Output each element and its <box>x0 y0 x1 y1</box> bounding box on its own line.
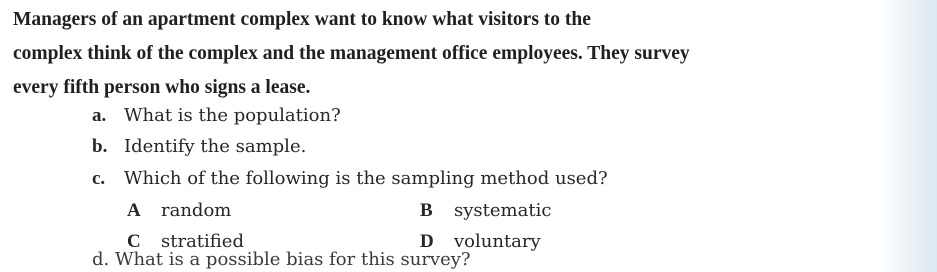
choice-letter: B <box>420 200 433 221</box>
question-part-a <box>92 104 341 128</box>
choice-letter: A <box>127 200 141 221</box>
question-part-c <box>92 167 608 191</box>
part-text: Which of the following is the sampling method used? <box>124 168 608 189</box>
part-letter: c. <box>92 168 106 189</box>
part-letter: b. <box>92 136 108 157</box>
part-text: What is the population? <box>124 105 341 126</box>
part-letter: a. <box>92 105 107 126</box>
choice-text: voluntary <box>454 231 541 252</box>
question-stem-line: every fifth person who signs a lease. <box>13 77 311 98</box>
answer-choice-b <box>420 199 551 223</box>
question-stem-line: Managers of an apartment complex want to know what visitors to the <box>13 9 591 30</box>
answer-choice-a <box>127 199 231 223</box>
question-stem-line: complex think of the complex and the management office employees. They survey <box>13 43 690 64</box>
part-text: Identify the sample. <box>124 136 307 157</box>
question-part-b <box>92 135 306 159</box>
question-stem <box>13 3 883 105</box>
choice-text: stratified <box>161 231 244 252</box>
cut-off-next-line: d. What is a possible bias for this survey? <box>92 249 471 270</box>
choice-letter: C <box>127 231 141 252</box>
choice-letter: D <box>420 231 434 252</box>
choice-text: random <box>161 200 232 221</box>
choice-text: systematic <box>454 200 552 221</box>
